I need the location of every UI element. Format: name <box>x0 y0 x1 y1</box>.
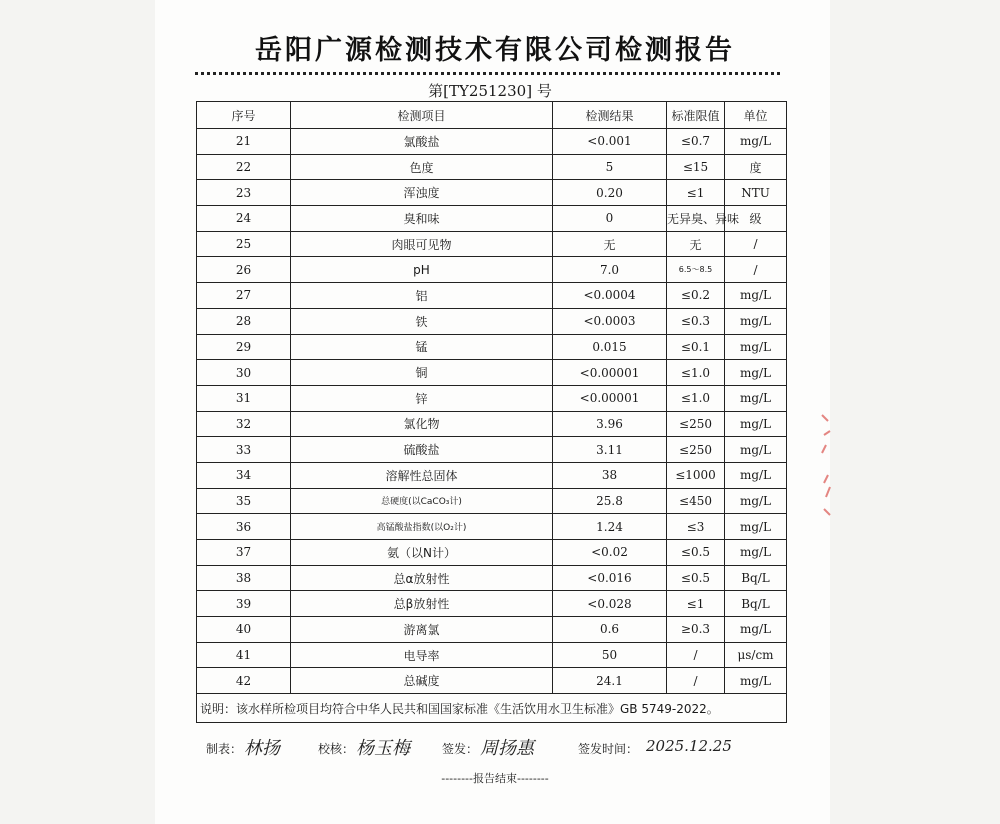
cell-limit: ≤250 <box>667 437 725 463</box>
cell-item: 电导率 <box>291 642 553 668</box>
report-number-value: [TY251230] <box>443 82 533 100</box>
cell-limit: ≥0.3 <box>667 617 725 643</box>
table-row <box>197 231 787 257</box>
table-row <box>197 488 787 514</box>
cell-unit: mg/L <box>725 668 787 694</box>
cell-unit: mg/L <box>725 617 787 643</box>
report-number <box>200 80 780 101</box>
table-row <box>197 437 787 463</box>
cell-unit: mg/L <box>725 462 787 488</box>
cell-result: <0.001 <box>553 129 667 155</box>
table-row <box>197 565 787 591</box>
cell-limit: ≤0.1 <box>667 334 725 360</box>
cell-no: 40 <box>197 617 291 643</box>
table-row <box>197 334 787 360</box>
cell-no: 38 <box>197 565 291 591</box>
issued-signature: 周扬惠 <box>480 738 534 759</box>
cell-result: <0.0004 <box>553 283 667 309</box>
cell-limit: ≤15 <box>667 154 725 180</box>
compliance-note: 说明：该水样所检项目均符合中华人民共和国国家标准《生活饮用水卫生标准》GB 5749-2022。 <box>197 694 787 723</box>
table-row <box>197 668 787 694</box>
cell-limit: ≤1 <box>667 591 725 617</box>
cell-unit: mg/L <box>725 129 787 155</box>
cell-unit: NTU <box>725 180 787 206</box>
cell-limit: ≤250 <box>667 411 725 437</box>
table-row <box>197 154 787 180</box>
prepared-signature: 林扬 <box>244 738 280 759</box>
cell-result: 无 <box>553 231 667 257</box>
cell-item: 臭和味 <box>291 206 553 232</box>
cell-item: 总α放射性 <box>291 565 553 591</box>
table-row <box>197 257 787 283</box>
results-table <box>196 101 787 723</box>
cell-limit: 无 <box>667 231 725 257</box>
cell-unit: mg/L <box>725 437 787 463</box>
cell-no: 31 <box>197 385 291 411</box>
cell-unit: mg/L <box>725 385 787 411</box>
cell-limit: / <box>667 668 725 694</box>
cell-result: <0.0003 <box>553 308 667 334</box>
cell-result: <0.00001 <box>553 360 667 386</box>
cell-result: 3.96 <box>553 411 667 437</box>
checked-signature: 杨玉梅 <box>356 738 410 759</box>
seal-stamp-edge-icon <box>818 405 836 535</box>
cell-result: 24.1 <box>553 668 667 694</box>
title-divider <box>195 72 780 75</box>
cell-unit: mg/L <box>725 360 787 386</box>
cell-no: 36 <box>197 514 291 540</box>
issue-date-label: 签发时间： <box>578 742 639 756</box>
issue-date: 2025.12.25 <box>646 737 732 755</box>
cell-no: 30 <box>197 360 291 386</box>
cell-item: 游离氯 <box>291 617 553 643</box>
cell-no: 35 <box>197 488 291 514</box>
cell-limit: ≤1 <box>667 180 725 206</box>
report-end-marker: --------报告结束-------- <box>441 772 549 785</box>
cell-limit: ≤1.0 <box>667 360 725 386</box>
cell-limit: 无异臭、异味 <box>667 206 725 232</box>
cell-no: 25 <box>197 231 291 257</box>
cell-result: 3.11 <box>553 437 667 463</box>
cell-item: 铜 <box>291 360 553 386</box>
cell-item: 肉眼可见物 <box>291 231 553 257</box>
cell-unit: mg/L <box>725 488 787 514</box>
table-row <box>197 180 787 206</box>
cell-unit: mg/L <box>725 540 787 566</box>
cell-no: 23 <box>197 180 291 206</box>
cell-item: 铁 <box>291 308 553 334</box>
cell-no: 27 <box>197 283 291 309</box>
cell-item: 浑浊度 <box>291 180 553 206</box>
cell-item: 总β放射性 <box>291 591 553 617</box>
cell-item: 硫酸盐 <box>291 437 553 463</box>
table-row <box>197 591 787 617</box>
table-row <box>197 308 787 334</box>
cell-result: <0.016 <box>553 565 667 591</box>
cell-limit: ≤0.5 <box>667 565 725 591</box>
cell-result: <0.00001 <box>553 385 667 411</box>
cell-limit: ≤1.0 <box>667 385 725 411</box>
cell-no: 39 <box>197 591 291 617</box>
table-row <box>197 540 787 566</box>
cell-unit: 度 <box>725 154 787 180</box>
table-row <box>197 411 787 437</box>
cell-result: 5 <box>553 154 667 180</box>
col-header-no: 序号 <box>197 102 291 129</box>
cell-no: 37 <box>197 540 291 566</box>
cell-limit: / <box>667 642 725 668</box>
cell-limit: ≤1000 <box>667 462 725 488</box>
cell-item: 锌 <box>291 385 553 411</box>
cell-item: pH <box>291 257 553 283</box>
report-title: 岳阳广源检测技术有限公司检测报告 <box>255 35 735 66</box>
cell-limit: ≤0.3 <box>667 308 725 334</box>
cell-unit: / <box>725 257 787 283</box>
cell-result: 0.015 <box>553 334 667 360</box>
cell-limit: ≤0.7 <box>667 129 725 155</box>
table-row <box>197 129 787 155</box>
cell-unit: Bq/L <box>725 591 787 617</box>
cell-no: 34 <box>197 462 291 488</box>
table-row <box>197 617 787 643</box>
cell-result: <0.028 <box>553 591 667 617</box>
table-row <box>197 206 787 232</box>
cell-item: 总碱度 <box>291 668 553 694</box>
cell-unit: μs/cm <box>725 642 787 668</box>
table-row <box>197 642 787 668</box>
table-note-row <box>197 694 787 723</box>
table-row <box>197 385 787 411</box>
cell-unit: mg/L <box>725 334 787 360</box>
cell-item: 铝 <box>291 283 553 309</box>
checked-label: 校核： <box>318 742 355 756</box>
cell-no: 22 <box>197 154 291 180</box>
cell-result: 7.0 <box>553 257 667 283</box>
table-header-row <box>197 102 787 129</box>
cell-result: 50 <box>553 642 667 668</box>
cell-item: 氯酸盐 <box>291 129 553 155</box>
cell-no: 33 <box>197 437 291 463</box>
cell-result: 1.24 <box>553 514 667 540</box>
cell-result: 0 <box>553 206 667 232</box>
cell-result: <0.02 <box>553 540 667 566</box>
cell-item: 高锰酸盐指数(以O₂计) <box>291 514 553 540</box>
cell-no: 21 <box>197 129 291 155</box>
cell-unit: Bq/L <box>725 565 787 591</box>
cell-unit: mg/L <box>725 283 787 309</box>
cell-no: 28 <box>197 308 291 334</box>
cell-item: 锰 <box>291 334 553 360</box>
cell-item: 氯化物 <box>291 411 553 437</box>
cell-item: 氨（以N计） <box>291 540 553 566</box>
prepared-label: 制表： <box>206 742 243 756</box>
cell-result: 25.8 <box>553 488 667 514</box>
cell-unit: / <box>725 231 787 257</box>
table-row <box>197 514 787 540</box>
cell-limit: ≤450 <box>667 488 725 514</box>
table-row <box>197 360 787 386</box>
cell-no: 26 <box>197 257 291 283</box>
cell-unit: mg/L <box>725 308 787 334</box>
issued-label: 签发： <box>442 742 479 756</box>
col-header-unit: 单位 <box>725 102 787 129</box>
table-row <box>197 462 787 488</box>
cell-result: 0.6 <box>553 617 667 643</box>
col-header-result: 检测结果 <box>553 102 667 129</box>
cell-no: 42 <box>197 668 291 694</box>
col-header-item: 检测项目 <box>291 102 553 129</box>
signature-row <box>200 736 760 760</box>
cell-no: 29 <box>197 334 291 360</box>
report-number-prefix: 第 <box>428 82 444 100</box>
cell-limit: ≤3 <box>667 514 725 540</box>
cell-no: 24 <box>197 206 291 232</box>
cell-result: 0.20 <box>553 180 667 206</box>
cell-limit: ≤0.5 <box>667 540 725 566</box>
cell-item: 总硬度(以CaCO₃计) <box>291 488 553 514</box>
cell-result: 38 <box>553 462 667 488</box>
cell-unit: mg/L <box>725 514 787 540</box>
cell-limit: ≤0.2 <box>667 283 725 309</box>
cell-limit: 6.5～8.5 <box>667 257 725 283</box>
cell-item: 色度 <box>291 154 553 180</box>
cell-unit: 级 <box>725 206 787 232</box>
cell-unit: mg/L <box>725 411 787 437</box>
report-number-suffix: 号 <box>536 82 552 100</box>
table-row <box>197 283 787 309</box>
cell-no: 41 <box>197 642 291 668</box>
cell-no: 32 <box>197 411 291 437</box>
col-header-limit: 标准限值 <box>667 102 725 129</box>
cell-item: 溶解性总固体 <box>291 462 553 488</box>
